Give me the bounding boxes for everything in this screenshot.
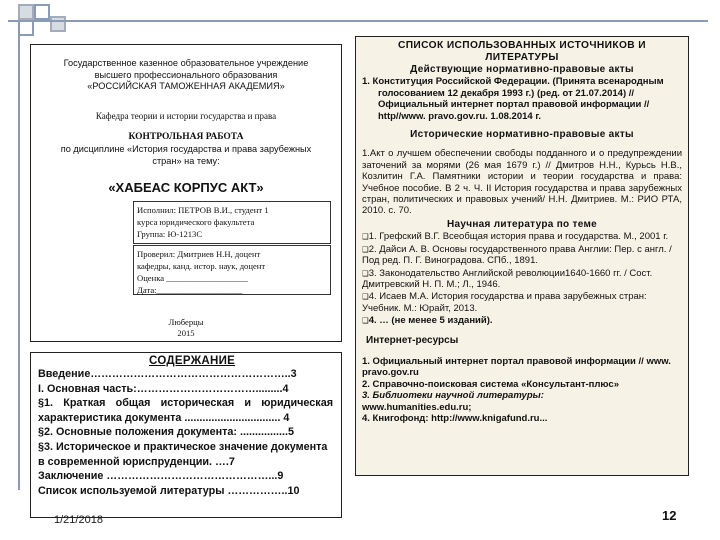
reference-item: 1.Акт о лучшем обеспечении свободы подданного и о предупреждении заточений за морями (26 мая 1679 г.) // Дмитров Н.Н., Курьсь Н.В., Козлитин Г.А. Памятники истории и теории государства и права: Учебное пособие. В 2 ч. Ч. II История государства и права зарубежных стран, политических и правовых учений/ Н.Н. Дмитриев. М.: РИО РТА, 2010. с. 70. <box>362 148 682 217</box>
web-resource-link[interactable]: www.humanities.edu.ru; <box>362 401 472 413</box>
decorative-square <box>18 20 34 36</box>
discipline <box>37 144 335 167</box>
department-name: Кафедра теории и истории государства и права <box>95 111 277 121</box>
decorative-square <box>50 16 66 32</box>
work-topic: «ХАБЕАС КОРПУС АКТ» <box>108 180 264 195</box>
performer-line: Исполнил: ПЕТРОВ В.И., студент 1 <box>137 205 269 215</box>
contents-item: §2. Основные положения документа: ................5 <box>38 426 295 439</box>
q-box-bullet-icon: ❑ <box>362 292 369 302</box>
contents-title: СОДЕРЖАНИЕ <box>149 355 236 367</box>
contents-item: §3. Историческое и практическое значение документа в современной юриспруденции. ….7 <box>38 440 328 468</box>
literature-text: 4. Исаев М.А. История государства и права зарубежных стран: Учебник. М.: Юрайт, 2013. <box>362 291 647 314</box>
literature-text: 1. Грефский В.Г. Всеобщая история права и государства. М., 2001 г. <box>368 231 669 243</box>
reference-item: 1. Конституция Российской Федерации. (Принята всенародным голосованием 12 декабря 1993 г.) (ред. от 21.07.2014) // Официальный интернет портал правовой информации // http//www. pravo.gov.ru. 1.08.2014 г. <box>362 76 664 122</box>
city: Люберцы <box>168 317 204 327</box>
section-heading-internet: Интернет-ресурсы <box>366 334 459 346</box>
contents-item: §1. Краткая общая историческая и юридическая характеристика документа ................................ 4 <box>38 397 333 424</box>
decorative-square <box>34 4 50 20</box>
grade-line: Оценка ___________________ <box>137 273 248 283</box>
slide-date: 1/21/2018 <box>54 514 103 526</box>
year: 2015 <box>177 327 195 338</box>
web-resource-item: 1. Официальный интернет портал правовой информации // www. pravo.gov.ru <box>362 355 671 379</box>
section-heading-current-acts: Действующие нормативно-правовые акты <box>410 64 634 75</box>
performer-line: Группа: Ю-1213С <box>137 229 203 239</box>
section-heading-historical-acts: Исторические нормативно-правовые акты <box>410 129 634 141</box>
literature-text: 2. Дайси А. В. Основы государственного права Англии: Пер. с англ. / Под ред. П. Г. Виноградова. СПб., 1891. <box>362 243 672 267</box>
web-resource-item: 2. Справочно-поисковая система «Консультант-плюс» <box>362 378 619 390</box>
page-number: 12 <box>662 508 677 523</box>
literature-item <box>362 244 682 267</box>
checker-line: кафедры, канд. истор. наук, доцент <box>137 261 266 271</box>
literature-item <box>362 268 682 291</box>
organization-name <box>39 58 333 93</box>
discipline-line: по дисциплине «История государства и права зарубежных <box>60 144 312 154</box>
city-year <box>31 317 341 338</box>
q-box-bullet-icon: ❑ <box>362 268 369 278</box>
org-line: Государственное казенное образовательное учреждение <box>63 58 309 68</box>
date-line: Дата:____________________ <box>137 285 243 295</box>
org-line: высшего профессионального образования <box>94 69 278 80</box>
literature-text: 3. Законодательство Английской революции1640-1660 гг. / Сост. Дмитревский Н. П. М.; Л., 1946. <box>362 267 653 290</box>
contents-item: Заключение ………………………………………...9 <box>38 470 284 483</box>
contents-card <box>30 352 342 518</box>
q-box-bullet-icon: ❑ <box>362 232 369 242</box>
literature-text: 4. … (не менее 5 изданий). <box>368 315 493 327</box>
web-resource-item: 4. Книгофонд: http://www.knigafund.ru... <box>362 412 548 424</box>
literature-item <box>362 315 682 326</box>
discipline-line: стран» на тему: <box>152 155 220 166</box>
literature-item <box>362 291 682 314</box>
contents-item: Список используемой литературы ……………..10 <box>38 484 300 497</box>
performer-box <box>133 201 331 244</box>
contents-item: I. Основная часть:…………………………….........4 <box>38 382 289 395</box>
q-box-bullet-icon: ❑ <box>362 316 369 326</box>
references-card <box>355 36 689 476</box>
web-resource-item: 3. Библиотеки научной литературы: <box>362 390 544 402</box>
checker-box <box>133 245 331 295</box>
section-heading-literature: Научная литература по теме <box>446 218 598 230</box>
q-box-bullet-icon: ❑ <box>362 244 369 254</box>
references-title: СПИСОК ИСПОЛЬЗОВАННЫХ ИСТОЧНИКОВ И ЛИТЕРАТУРЫ <box>397 40 647 63</box>
decorative-line-horizontal <box>8 20 708 22</box>
org-line: «РОССИЙСКАЯ ТАМОЖЕННАЯ АКАДЕМИЯ» <box>87 81 285 91</box>
literature-item <box>362 231 682 242</box>
work-type-label: КОНТРОЛЬНАЯ РАБОТА <box>128 132 244 142</box>
title-page-card <box>30 44 342 342</box>
decorative-line-vertical <box>18 20 20 490</box>
checker-line: Проверил: Дмитриев Н.Н, доцент <box>137 249 261 259</box>
contents-item: Введение………………………………………………..3 <box>38 368 297 380</box>
decorative-squares <box>8 4 100 44</box>
work-type <box>39 132 333 144</box>
decorative-square <box>18 4 34 20</box>
performer-line: курса юридического факультета <box>137 217 255 227</box>
